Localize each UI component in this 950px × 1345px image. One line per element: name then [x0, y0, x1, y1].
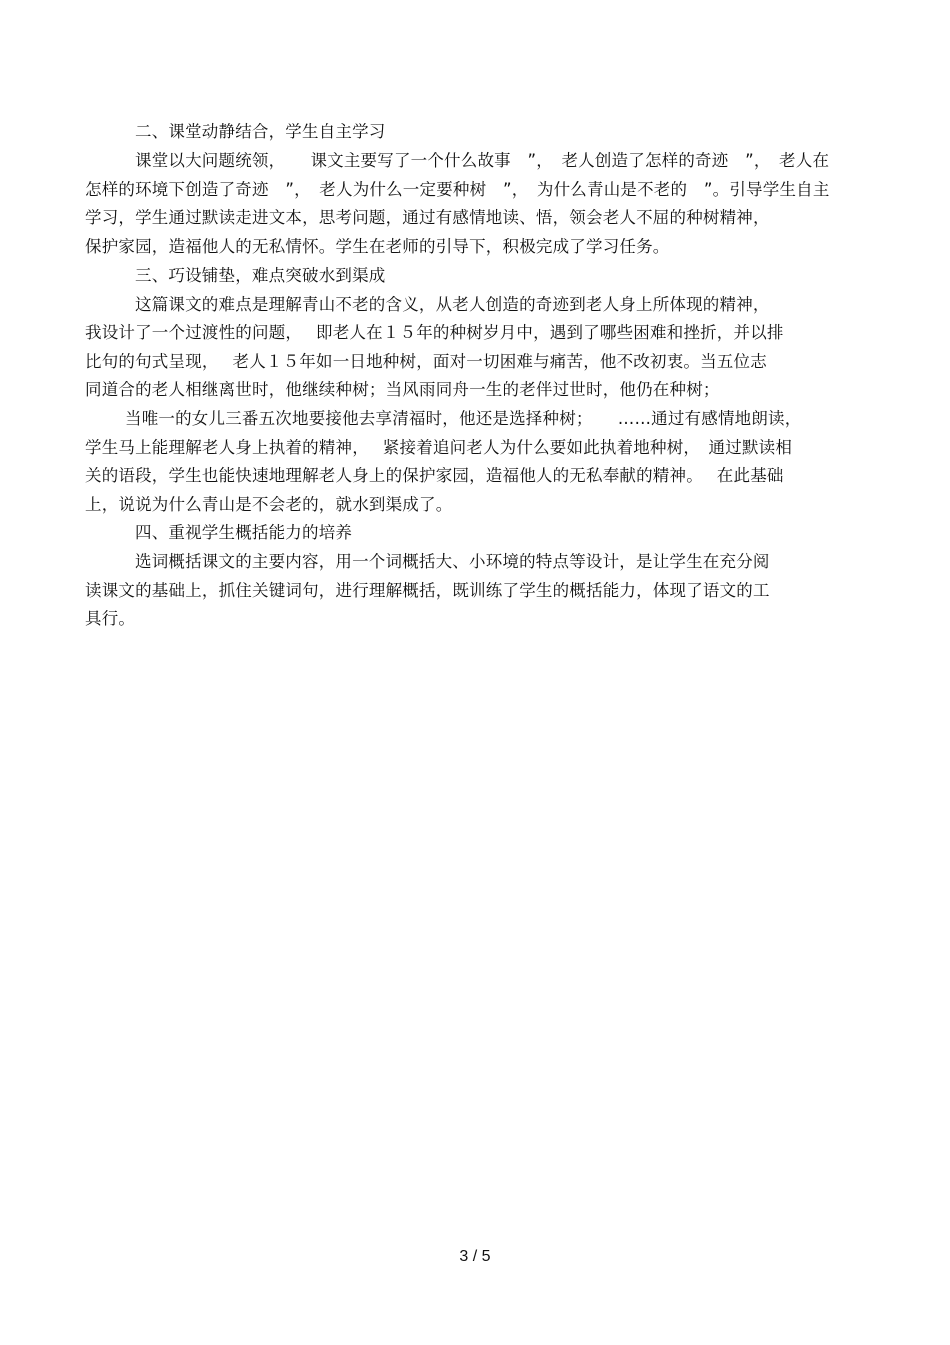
paragraph-line: 我设计了一个过渡性的问题， 即老人在１５年的种树岁月中，遇到了哪些困难和挫折，并以排 — [85, 323, 784, 342]
paragraph-line: 课堂以大问题统领， 课文主要写了一个什么故事 ”， 老人创造了怎样的奇迹 ”， 老人在 — [135, 151, 830, 170]
page-number: 3 / 5 — [459, 1248, 491, 1265]
paragraph-line: 这篇课文的难点是理解青山不老的含义，从老人创造的奇迹到老人身上所体现的精神， — [135, 295, 770, 314]
section-heading-4: 四、重视学生概括能力的培养 — [135, 523, 353, 542]
paragraph-line: 学习，学生通过默读走进文本，思考问题，通过有感情地读、悟，领会老人不屈的种树精神， — [85, 208, 770, 227]
paragraph-line: 上，说说为什么青山是不会老的，就水到渠成了。 — [85, 495, 453, 514]
section-heading-3: 三、巧设铺垫，难点突破水到渠成 — [135, 266, 386, 285]
paragraph-line: 读课文的基础上，抓住关键词句，进行理解概括，既训练了学生的概括能力，体现了语文的工 — [85, 581, 770, 600]
paragraph-line: 比句的句式呈现， 老人１５年如一日地种树，面对一切困难与痛苦，他不改初衷。当五位志 — [85, 352, 767, 371]
paragraph-line: 保护家园，造福他人的无私情怀。学生在老师的引导下，积极完成了学习任务。 — [85, 237, 670, 256]
paragraph-line: 关的语段，学生也能快速地理解老人身上的保护家园，造福他人的无私奉献的精神。 在此基础 — [85, 466, 784, 485]
paragraph-line: 同道合的老人相继离世时，他继续种树；当风雨同舟一生的老伴过世时，他仍在种树； — [85, 380, 720, 399]
paragraph-line: 选词概括课文的主要内容，用一个词概括大、小环境的特点等设计，是让学生在充分阅 — [135, 552, 770, 571]
section-heading-2: 二、课堂动静结合，学生自主学习 — [135, 122, 386, 141]
paragraph-line: 当唯一的女儿三番五次地要接他去享清福时，他还是选择种树； ……通过有感情地朗读， — [125, 409, 802, 428]
paragraph-line: 怎样的环境下创造了奇迹 ”， 老人为什么一定要种树 ”， 为什么青山是不老的 ”。引导学生自主 — [85, 180, 830, 199]
paragraph-line: 学生马上能理解老人身上执着的精神， 紧接着追问老人为什么要如此执着地种树， 通过默读相 — [85, 438, 793, 457]
paragraph-line: 具行。 — [85, 609, 136, 628]
